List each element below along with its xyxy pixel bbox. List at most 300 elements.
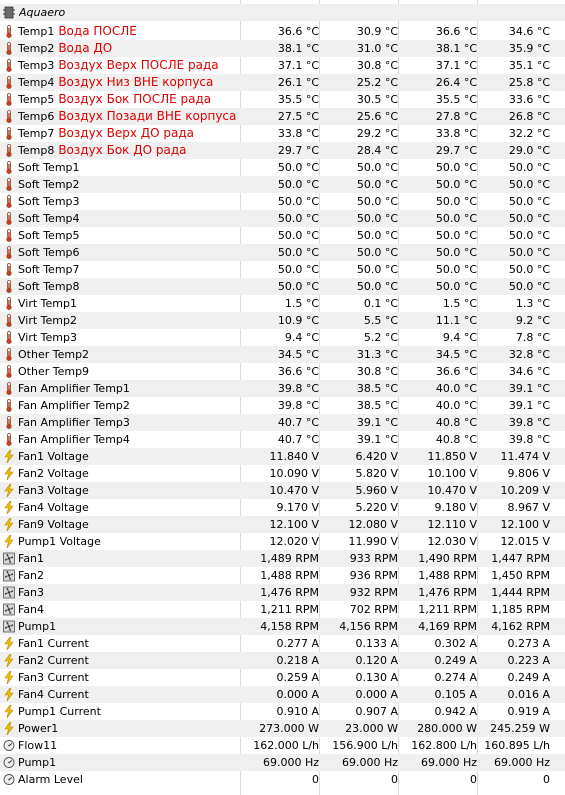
sensor-name bbox=[18, 737, 57, 754]
max-value: 36.6 °C bbox=[435, 365, 477, 378]
current-value: 10.470 V bbox=[269, 484, 319, 497]
max-value: 27.8 °C bbox=[435, 110, 477, 123]
sensor-row[interactable] bbox=[0, 431, 565, 448]
thermometer-icon bbox=[3, 433, 15, 446]
min-value: 0.1 °C bbox=[363, 297, 398, 310]
sensor-name bbox=[18, 601, 44, 618]
thermometer-icon bbox=[3, 161, 15, 174]
sensor-row[interactable] bbox=[0, 754, 565, 771]
sensor-name bbox=[18, 159, 80, 176]
thermometer-icon bbox=[3, 127, 15, 140]
sensor-name bbox=[18, 363, 89, 380]
sensor-label: Soft Temp5 bbox=[18, 229, 80, 242]
average-value: 12.015 V bbox=[500, 535, 550, 548]
fan-icon bbox=[3, 569, 15, 582]
sensor-name bbox=[18, 380, 130, 397]
current-value: 38.1 °C bbox=[277, 42, 319, 55]
sensor-label: Temp4 bbox=[18, 76, 55, 89]
current-value: 35.5 °C bbox=[277, 93, 319, 106]
sensor-row[interactable] bbox=[0, 261, 565, 278]
max-value: 1,476 RPM bbox=[418, 586, 477, 599]
max-value: 162.800 L/h bbox=[411, 739, 477, 752]
current-value: 273.000 W bbox=[259, 722, 319, 735]
min-value: 69.000 Hz bbox=[341, 756, 398, 769]
min-value: 30.8 °C bbox=[356, 59, 398, 72]
thermometer-icon bbox=[3, 263, 15, 276]
current-value: 69.000 Hz bbox=[262, 756, 319, 769]
current-value: 36.6 °C bbox=[277, 25, 319, 38]
current-value: 1,211 RPM bbox=[260, 603, 319, 616]
sensor-name bbox=[18, 312, 77, 329]
lightning-icon bbox=[3, 450, 15, 463]
max-value: 35.5 °C bbox=[435, 93, 477, 106]
lightning-icon bbox=[3, 722, 15, 735]
sensor-name bbox=[18, 210, 80, 227]
current-value: 39.8 °C bbox=[277, 382, 319, 395]
max-value: 29.7 °C bbox=[435, 144, 477, 157]
sensor-name bbox=[18, 567, 44, 584]
max-value: 40.0 °C bbox=[435, 399, 477, 412]
sensor-row[interactable] bbox=[0, 210, 565, 227]
sensor-row[interactable] bbox=[0, 584, 565, 601]
average-value: 50.0 °C bbox=[508, 263, 550, 276]
average-value: 1,444 RPM bbox=[491, 586, 550, 599]
sensor-row[interactable] bbox=[0, 720, 565, 737]
current-value: 0.910 A bbox=[276, 705, 319, 718]
average-value: 26.8 °C bbox=[508, 110, 550, 123]
average-value: 1,447 RPM bbox=[491, 552, 550, 565]
current-value: 33.8 °C bbox=[277, 127, 319, 140]
sensor-row[interactable] bbox=[0, 771, 565, 788]
sensor-row[interactable] bbox=[0, 176, 565, 193]
min-value: 29.2 °C bbox=[356, 127, 398, 140]
sensor-row[interactable] bbox=[0, 380, 565, 397]
average-value: 39.8 °C bbox=[508, 416, 550, 429]
average-value: 0.919 A bbox=[507, 705, 550, 718]
sensor-label: Pump1 bbox=[18, 620, 57, 633]
max-value: 40.8 °C bbox=[435, 416, 477, 429]
current-value: 11.840 V bbox=[269, 450, 319, 463]
sensor-row[interactable] bbox=[0, 159, 565, 176]
max-value: 50.0 °C bbox=[435, 195, 477, 208]
sensor-label: Alarm Level bbox=[18, 773, 83, 786]
sensor-row[interactable] bbox=[0, 499, 565, 516]
sensor-row[interactable] bbox=[0, 618, 565, 635]
sensor-label: Pump1 bbox=[18, 756, 57, 769]
sensor-row[interactable] bbox=[0, 142, 565, 159]
sensor-label: Other Temp9 bbox=[18, 365, 90, 378]
min-value: 0.120 A bbox=[355, 654, 398, 667]
average-value: 0.016 A bbox=[507, 688, 550, 701]
sensor-row[interactable] bbox=[0, 601, 565, 618]
thermometer-icon bbox=[3, 144, 15, 157]
sensor-label: Soft Temp7 bbox=[18, 263, 80, 276]
current-value: 0.277 A bbox=[276, 637, 319, 650]
sensor-label: Fan1 bbox=[18, 552, 45, 565]
min-value: 50.0 °C bbox=[356, 161, 398, 174]
max-value: 280.000 W bbox=[417, 722, 477, 735]
current-value: 34.5 °C bbox=[277, 348, 319, 361]
min-value: 933 RPM bbox=[349, 552, 398, 565]
section-header-row[interactable] bbox=[0, 4, 565, 21]
sensor-name bbox=[18, 176, 80, 193]
average-value: 9.806 V bbox=[507, 467, 550, 480]
average-value: 39.1 °C bbox=[508, 382, 550, 395]
min-value: 702 RPM bbox=[349, 603, 398, 616]
sensor-label: Fan1 Voltage bbox=[18, 450, 89, 463]
sensor-row[interactable] bbox=[0, 567, 565, 584]
max-value: 50.0 °C bbox=[435, 280, 477, 293]
sensor-label: Fan2 Voltage bbox=[18, 467, 89, 480]
average-value: 50.0 °C bbox=[508, 229, 550, 242]
sensor-custom-label: Воздух Верх ДО рада bbox=[58, 126, 195, 140]
sensor-name bbox=[18, 142, 187, 159]
sensor-row[interactable] bbox=[0, 550, 565, 567]
min-value: 0.133 A bbox=[355, 637, 398, 650]
current-value: 39.8 °C bbox=[277, 399, 319, 412]
max-value: 0.942 A bbox=[434, 705, 477, 718]
average-value: 25.8 °C bbox=[508, 76, 550, 89]
max-value: 11.850 V bbox=[427, 450, 477, 463]
current-value: 1,488 RPM bbox=[260, 569, 319, 582]
lightning-icon bbox=[3, 535, 15, 548]
average-value: 32.8 °C bbox=[508, 348, 550, 361]
current-value: 1.5 °C bbox=[284, 297, 319, 310]
min-value: 932 RPM bbox=[349, 586, 398, 599]
max-value: 12.110 V bbox=[427, 518, 477, 531]
sensor-row[interactable] bbox=[0, 686, 565, 703]
current-value: 50.0 °C bbox=[277, 161, 319, 174]
average-value: 0 bbox=[543, 773, 550, 786]
max-value: 40.8 °C bbox=[435, 433, 477, 446]
current-value: 1,489 RPM bbox=[260, 552, 319, 565]
sensor-custom-label: Вода ДО bbox=[58, 41, 113, 55]
max-value: 37.1 °C bbox=[435, 59, 477, 72]
sensor-row[interactable] bbox=[0, 227, 565, 244]
min-value: 30.5 °C bbox=[356, 93, 398, 106]
sensor-name bbox=[18, 669, 89, 686]
sensor-name bbox=[18, 703, 101, 720]
current-value: 36.6 °C bbox=[277, 365, 319, 378]
sensor-label: Soft Temp4 bbox=[18, 212, 80, 225]
sensor-custom-label: Воздух Бок ПОСЛЕ рада bbox=[58, 92, 212, 106]
sensor-label: Soft Temp6 bbox=[18, 246, 80, 259]
sensor-name bbox=[18, 193, 80, 210]
min-value: 31.3 °C bbox=[356, 348, 398, 361]
lightning-icon bbox=[3, 671, 15, 684]
sensor-label: Fan4 bbox=[18, 603, 45, 616]
sensor-row[interactable] bbox=[0, 635, 565, 652]
average-value: 0.249 A bbox=[507, 671, 550, 684]
thermometer-icon bbox=[3, 348, 15, 361]
sensor-label: Fan Amplifier Temp3 bbox=[18, 416, 130, 429]
min-value: 28.4 °C bbox=[356, 144, 398, 157]
sensor-name bbox=[18, 584, 44, 601]
sensor-name bbox=[18, 278, 80, 295]
lightning-icon bbox=[3, 484, 15, 497]
sensor-row[interactable] bbox=[0, 312, 565, 329]
average-value: 9.2 °C bbox=[515, 314, 550, 327]
max-value: 10.100 V bbox=[427, 467, 477, 480]
max-value: 26.4 °C bbox=[435, 76, 477, 89]
current-value: 40.7 °C bbox=[277, 416, 319, 429]
average-value: 12.100 V bbox=[500, 518, 550, 531]
sensor-row[interactable] bbox=[0, 397, 565, 414]
average-value: 69.000 Hz bbox=[493, 756, 550, 769]
sensor-row[interactable] bbox=[0, 23, 565, 40]
sensor-row[interactable] bbox=[0, 516, 565, 533]
sensor-label: Fan2 Current bbox=[18, 654, 89, 667]
average-value: 11.474 V bbox=[500, 450, 550, 463]
sensor-name bbox=[18, 23, 137, 40]
sensor-name bbox=[18, 499, 89, 516]
average-value: 4,162 RPM bbox=[491, 620, 550, 633]
average-value: 34.6 °C bbox=[508, 365, 550, 378]
current-value: 162.000 L/h bbox=[253, 739, 319, 752]
max-value: 10.470 V bbox=[427, 484, 477, 497]
sensor-label: Other Temp2 bbox=[18, 348, 90, 361]
max-value: 50.0 °C bbox=[435, 246, 477, 259]
thermometer-icon bbox=[3, 314, 15, 327]
lightning-icon bbox=[3, 637, 15, 650]
sensor-name bbox=[18, 414, 130, 431]
min-value: 50.0 °C bbox=[356, 263, 398, 276]
sensor-custom-label: Вода ПОСЛЕ bbox=[58, 24, 137, 38]
fan-icon bbox=[3, 603, 15, 616]
min-value: 5.220 V bbox=[355, 501, 398, 514]
gauge-icon bbox=[3, 739, 15, 752]
sensor-row[interactable] bbox=[0, 533, 565, 550]
max-value: 50.0 °C bbox=[435, 263, 477, 276]
sensor-name bbox=[18, 74, 213, 91]
gauge-icon bbox=[3, 773, 15, 786]
sensor-row[interactable] bbox=[0, 703, 565, 720]
min-value: 39.1 °C bbox=[356, 416, 398, 429]
min-value: 0.907 A bbox=[355, 705, 398, 718]
thermometer-icon bbox=[3, 365, 15, 378]
average-value: 50.0 °C bbox=[508, 212, 550, 225]
sensor-row[interactable] bbox=[0, 108, 565, 125]
average-value: 32.2 °C bbox=[508, 127, 550, 140]
min-value: 25.2 °C bbox=[356, 76, 398, 89]
chip-icon bbox=[3, 6, 15, 19]
current-value: 40.7 °C bbox=[277, 433, 319, 446]
lightning-icon bbox=[3, 467, 15, 480]
average-value: 0.273 A bbox=[507, 637, 550, 650]
max-value: 1,490 RPM bbox=[418, 552, 477, 565]
max-value: 0.302 A bbox=[434, 637, 477, 650]
sensor-row[interactable] bbox=[0, 329, 565, 346]
min-value: 50.0 °C bbox=[356, 280, 398, 293]
sensor-label: Soft Temp2 bbox=[18, 178, 80, 191]
max-value: 0 bbox=[470, 773, 477, 786]
lightning-icon bbox=[3, 654, 15, 667]
sensor-row[interactable] bbox=[0, 40, 565, 57]
min-value: 38.5 °C bbox=[356, 399, 398, 412]
current-value: 27.5 °C bbox=[277, 110, 319, 123]
min-value: 156.900 L/h bbox=[332, 739, 398, 752]
min-value: 30.8 °C bbox=[356, 365, 398, 378]
min-value: 5.960 V bbox=[355, 484, 398, 497]
thermometer-icon bbox=[3, 229, 15, 242]
sensor-name bbox=[18, 244, 80, 261]
current-value: 12.020 V bbox=[269, 535, 319, 548]
gauge-icon bbox=[3, 756, 15, 769]
average-value: 50.0 °C bbox=[508, 161, 550, 174]
min-value: 50.0 °C bbox=[356, 195, 398, 208]
current-value: 12.100 V bbox=[269, 518, 319, 531]
sensor-name bbox=[18, 652, 89, 669]
max-value: 0.274 A bbox=[434, 671, 477, 684]
sensor-row[interactable] bbox=[0, 57, 565, 74]
sensor-name bbox=[18, 465, 89, 482]
sensor-label: Temp1 bbox=[18, 25, 55, 38]
min-value: 11.990 V bbox=[348, 535, 398, 548]
sensor-label: Pump1 Current bbox=[18, 705, 101, 718]
thermometer-icon bbox=[3, 297, 15, 310]
current-value: 10.9 °C bbox=[277, 314, 319, 327]
thermometer-icon bbox=[3, 93, 15, 106]
min-value: 39.1 °C bbox=[356, 433, 398, 446]
thermometer-icon bbox=[3, 42, 15, 55]
min-value: 0.130 A bbox=[355, 671, 398, 684]
sensor-name bbox=[18, 431, 130, 448]
sensor-row[interactable] bbox=[0, 465, 565, 482]
fan-icon bbox=[3, 552, 15, 565]
current-value: 26.1 °C bbox=[277, 76, 319, 89]
sensor-label: Soft Temp3 bbox=[18, 195, 80, 208]
sensor-name bbox=[18, 550, 44, 567]
thermometer-icon bbox=[3, 178, 15, 191]
sensor-row[interactable] bbox=[0, 363, 565, 380]
sensor-row[interactable] bbox=[0, 295, 565, 312]
min-value: 4,156 RPM bbox=[339, 620, 398, 633]
sensor-label: Soft Temp8 bbox=[18, 280, 80, 293]
max-value: 33.8 °C bbox=[435, 127, 477, 140]
max-value: 50.0 °C bbox=[435, 229, 477, 242]
average-value: 50.0 °C bbox=[508, 195, 550, 208]
lightning-icon bbox=[3, 501, 15, 514]
sensor-name bbox=[18, 108, 236, 125]
current-value: 50.0 °C bbox=[277, 212, 319, 225]
max-value: 0.105 A bbox=[434, 688, 477, 701]
max-value: 50.0 °C bbox=[435, 212, 477, 225]
sensor-name bbox=[18, 91, 211, 108]
min-value: 936 RPM bbox=[349, 569, 398, 582]
sensor-label: Fan4 Current bbox=[18, 688, 89, 701]
sensor-name bbox=[18, 754, 56, 771]
sensor-row[interactable] bbox=[0, 448, 565, 465]
sensor-row[interactable] bbox=[0, 125, 565, 142]
sensor-label: Temp2 bbox=[18, 42, 55, 55]
fan-icon bbox=[3, 586, 15, 599]
current-value: 9.170 V bbox=[276, 501, 319, 514]
max-value: 34.5 °C bbox=[435, 348, 477, 361]
sensor-custom-label: Воздух Низ ВНЕ корпуса bbox=[58, 75, 214, 89]
sensor-label: Temp3 bbox=[18, 59, 55, 72]
thermometer-icon bbox=[3, 195, 15, 208]
current-value: 50.0 °C bbox=[277, 195, 319, 208]
average-value: 245.259 W bbox=[490, 722, 550, 735]
lightning-icon bbox=[3, 518, 15, 531]
thermometer-icon bbox=[3, 76, 15, 89]
current-value: 9.4 °C bbox=[284, 331, 319, 344]
current-value: 1,476 RPM bbox=[260, 586, 319, 599]
sensor-row[interactable] bbox=[0, 346, 565, 363]
sensor-row[interactable] bbox=[0, 652, 565, 669]
sensor-row[interactable] bbox=[0, 414, 565, 431]
min-value: 6.420 V bbox=[355, 450, 398, 463]
sensor-label: Temp7 bbox=[18, 127, 55, 140]
average-value: 1,185 RPM bbox=[491, 603, 550, 616]
sensor-label: Flow11 bbox=[18, 739, 58, 752]
sensor-label: Fan3 Voltage bbox=[18, 484, 89, 497]
current-value: 50.0 °C bbox=[277, 178, 319, 191]
current-value: 50.0 °C bbox=[277, 280, 319, 293]
sensor-name bbox=[18, 295, 77, 312]
thermometer-icon bbox=[3, 25, 15, 38]
sensor-label: Temp5 bbox=[18, 93, 55, 106]
sensor-row[interactable] bbox=[0, 193, 565, 210]
sensor-label: Virt Temp1 bbox=[18, 297, 77, 310]
sensor-row[interactable] bbox=[0, 482, 565, 499]
sensor-label: Fan3 bbox=[18, 586, 45, 599]
sensor-row[interactable] bbox=[0, 737, 565, 754]
sensor-label: Temp8 bbox=[18, 144, 55, 157]
sensor-row[interactable] bbox=[0, 91, 565, 108]
average-value: 8.967 V bbox=[507, 501, 550, 514]
average-value: 0.223 A bbox=[507, 654, 550, 667]
sensor-label: Fan1 Current bbox=[18, 637, 89, 650]
average-value: 35.1 °C bbox=[508, 59, 550, 72]
average-value: 50.0 °C bbox=[508, 280, 550, 293]
average-value: 34.6 °C bbox=[508, 25, 550, 38]
sensor-label: Temp6 bbox=[18, 110, 55, 123]
sensor-name bbox=[18, 227, 80, 244]
sensor-name bbox=[18, 720, 58, 737]
min-value: 0 bbox=[391, 773, 398, 786]
max-value: 36.6 °C bbox=[435, 25, 477, 38]
sensor-custom-label: Воздух Позади ВНЕ корпуса bbox=[58, 109, 237, 123]
current-value: 50.0 °C bbox=[277, 246, 319, 259]
sensor-label: Pump1 Voltage bbox=[18, 535, 101, 548]
max-value: 9.180 V bbox=[434, 501, 477, 514]
min-value: 30.9 °C bbox=[356, 25, 398, 38]
section-title: Aquaero bbox=[19, 6, 66, 19]
current-value: 0.259 A bbox=[276, 671, 319, 684]
sensor-name bbox=[18, 40, 112, 57]
max-value: 1,488 RPM bbox=[418, 569, 477, 582]
sensor-row[interactable] bbox=[0, 278, 565, 295]
average-value: 50.0 °C bbox=[508, 246, 550, 259]
sensor-label: Virt Temp2 bbox=[18, 314, 77, 327]
average-value: 1.3 °C bbox=[515, 297, 550, 310]
sensor-row[interactable] bbox=[0, 244, 565, 261]
sensor-label: Fan9 Voltage bbox=[18, 518, 89, 531]
min-value: 50.0 °C bbox=[356, 178, 398, 191]
max-value: 12.030 V bbox=[427, 535, 477, 548]
min-value: 0.000 A bbox=[355, 688, 398, 701]
max-value: 11.1 °C bbox=[435, 314, 477, 327]
average-value: 35.9 °C bbox=[508, 42, 550, 55]
current-value: 10.090 V bbox=[269, 467, 319, 480]
min-value: 25.6 °C bbox=[356, 110, 398, 123]
min-value: 5.5 °C bbox=[363, 314, 398, 327]
sensor-custom-label: Воздух Верх ПОСЛЕ рада bbox=[58, 58, 219, 72]
sensor-row[interactable] bbox=[0, 74, 565, 91]
max-value: 1,211 RPM bbox=[418, 603, 477, 616]
sensor-row[interactable] bbox=[0, 669, 565, 686]
